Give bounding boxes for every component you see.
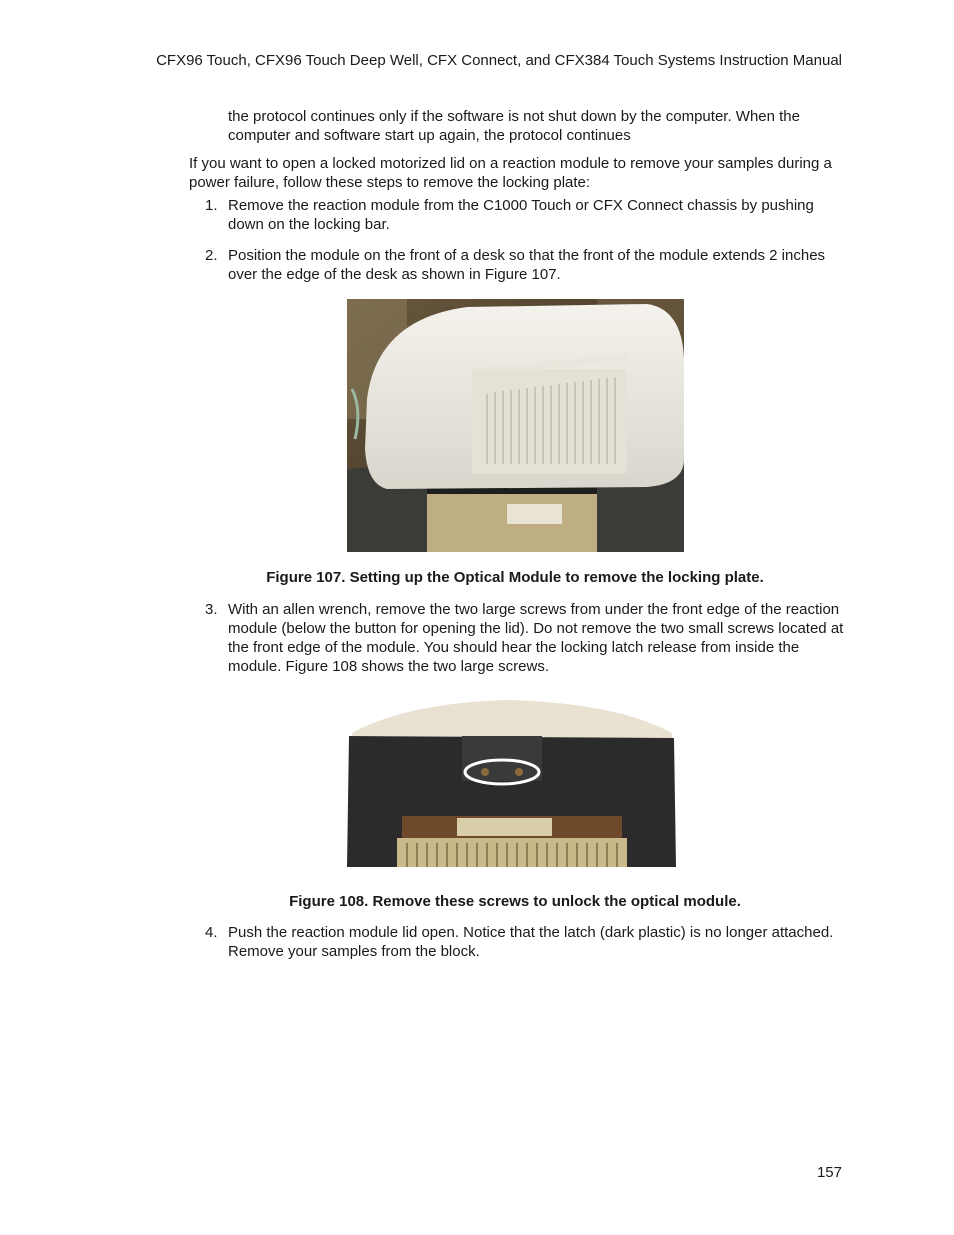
step-number: 3.	[205, 601, 218, 618]
running-header: CFX96 Touch, CFX96 Touch Deep Well, CFX Connect, and CFX384 Touch Systems Instruction Manual	[156, 52, 842, 69]
step-text: With an allen wrench, remove the two large screws from under the front edge of the reaction module (below the button for opening the lid). Do not remove the two small screws located at the front edge of the module. You should hear the locking latch release from inside the module. Figure 108 shows the two large screws.	[228, 601, 844, 675]
step-number: 4.	[205, 924, 218, 941]
step-text: Push the reaction module lid open. Notice that the latch (dark plastic) is no longer attached. Remove your samples from the block.	[228, 924, 834, 960]
continued-paragraph: the protocol continues only if the software is not shut down by the computer. When the computer and software start up again, the protocol continues	[228, 108, 800, 144]
figure-107-caption: Figure 107. Setting up the Optical Module to remove the locking plate.	[266, 569, 764, 586]
figure-108-caption: Figure 108. Remove these screws to unlock the optical module.	[289, 893, 741, 910]
step-number: 1.	[205, 197, 218, 214]
step-text: Remove the reaction module from the C1000 Touch or CFX Connect chassis by pushing down on the locking bar.	[228, 197, 814, 233]
optical-module-photo	[347, 299, 684, 552]
figure-108-photo	[347, 698, 676, 867]
module-screws-photo	[347, 698, 676, 867]
page-number: 157	[816, 1164, 842, 1181]
step-text: Position the module on the front of a desk so that the front of the module extends 2 inches over the edge of the desk as shown in Figure 107.	[228, 247, 826, 283]
step-number: 2.	[205, 247, 218, 264]
intro-paragraph: If you want to open a locked motorized lid on a reaction module to remove your samples during a power failure, follow these steps to remove the locking plate:	[189, 155, 832, 191]
figure-107-photo	[347, 299, 684, 552]
